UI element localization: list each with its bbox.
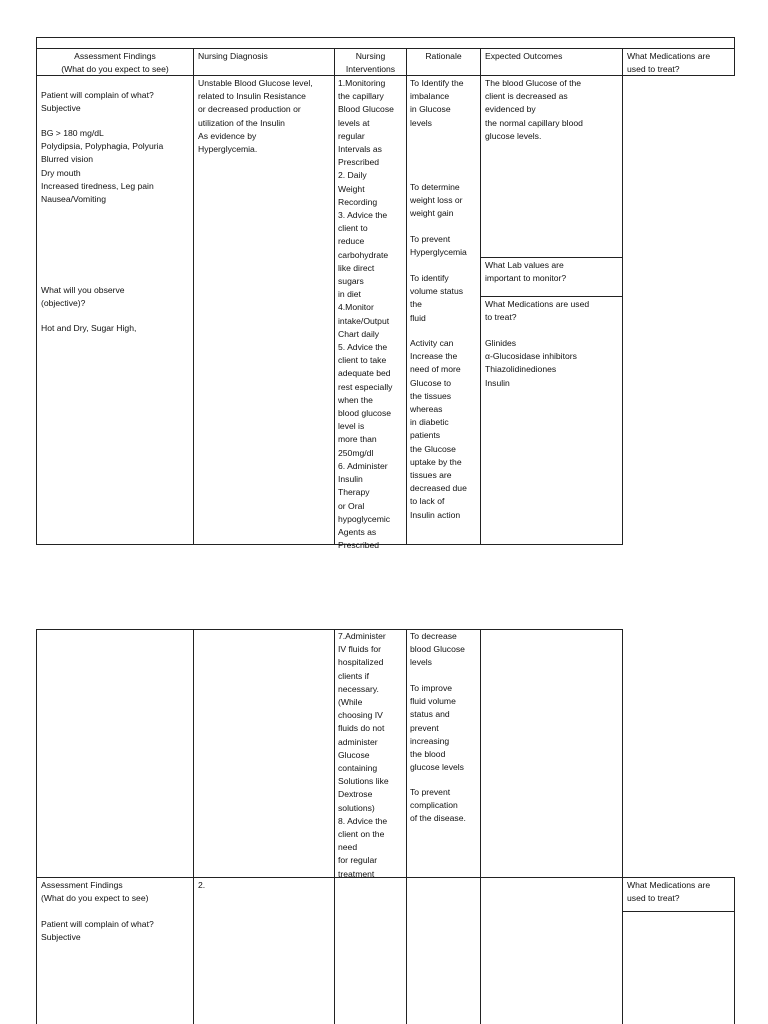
assessment-findings-header-2: Assessment Findings (What do you expect to see) [41, 880, 149, 904]
nursing-interventions-continued: 7.Administer IV fluids for hospitalized clients if necessary. (While choosing IV fluids do not administer Glucose containing Solutions like Dextrose solutions) 8. Advice the client on the need for regular treatment [338, 631, 389, 879]
nursing-diagnosis-2: 2. [198, 880, 206, 890]
nursing-interventions-text: 1.Monitoring the capillary Blood Glucose levels at regular Intervals as Prescribed 2. Daily Weight Recording 3. Advice the client to reduce carbohydrate like direct sugars in diet 4.Monitor intake/Output Chart daily 5. Advice the client to take adequate bed rest especially when the blood glucose level is more than 250mg/dl 6. Administer Insulin Therapy or Oral hypoglycemic Agents as Prescribed [338, 78, 394, 551]
rationale-1: To Identify the imbalance in Glucose levels [410, 78, 464, 128]
header-nursing-diagnosis: Nursing Diagnosis [198, 51, 268, 61]
lab-values-question: What Lab values are important to monitor? [485, 260, 567, 284]
assessment-symptoms: BG > 180 mg/dL Polydipsia, Polyphagia, Polyuria Blurred vision Dry mouth Increased tiredness, Leg pain Nausea/Vomiting [41, 128, 164, 205]
rationale-5: Activity can Increase the need of more Glucose to the tissues whereas in diabetic patients the Glucose uptake by the tissues are decreased due to lack of Insulin action [410, 338, 467, 520]
medications-list: Glinides α-Glucosidase inhibitors Thiazolidinediones Insulin [485, 338, 577, 388]
rationale-7: To improve fluid volume status and prevent increasing the blood glucose levels [410, 683, 464, 773]
header-assessment-findings: Assessment Findings (What do you expect to see) [61, 51, 169, 75]
header-medications: What Medications are used to treat? [627, 51, 711, 75]
assessment-objective-question: What will you observe (objective)? [41, 285, 125, 309]
header-nursing-interventions: Nursing Interventions [345, 51, 396, 75]
assessment-subjective-question: Patient will complain of what? Subjective [41, 90, 154, 114]
rationale-2: To determine weight loss or weight gain [410, 182, 463, 219]
medications-header-2: What Medications are used to treat? [627, 880, 711, 904]
header-expected-outcomes: Expected Outcomes [485, 51, 563, 61]
medications-question: What Medications are used to treat? [485, 299, 590, 323]
rationale-3: To prevent Hyperglycemia [410, 234, 467, 258]
rationale-8: To prevent complication of the disease. [410, 787, 466, 824]
nursing-diagnosis-text: Unstable Blood Glucose level, related to Insulin Resistance or decreased production or utilization of the Insulin As evidence by Hyperglycemia. [198, 78, 313, 155]
assessment-objective-findings: Hot and Dry, Sugar High, [41, 323, 137, 333]
header-rationale: Rationale [425, 51, 462, 61]
expected-outcomes-text: The blood Glucose of the client is decreased as evidenced by the normal capillary blood glucose levels. [485, 78, 583, 141]
rationale-4: To identify volume status the fluid [410, 273, 464, 323]
rationale-6: To decrease blood Glucose levels [410, 631, 465, 668]
assessment-subjective-question-2: Patient will complain of what? Subjective [41, 919, 154, 943]
